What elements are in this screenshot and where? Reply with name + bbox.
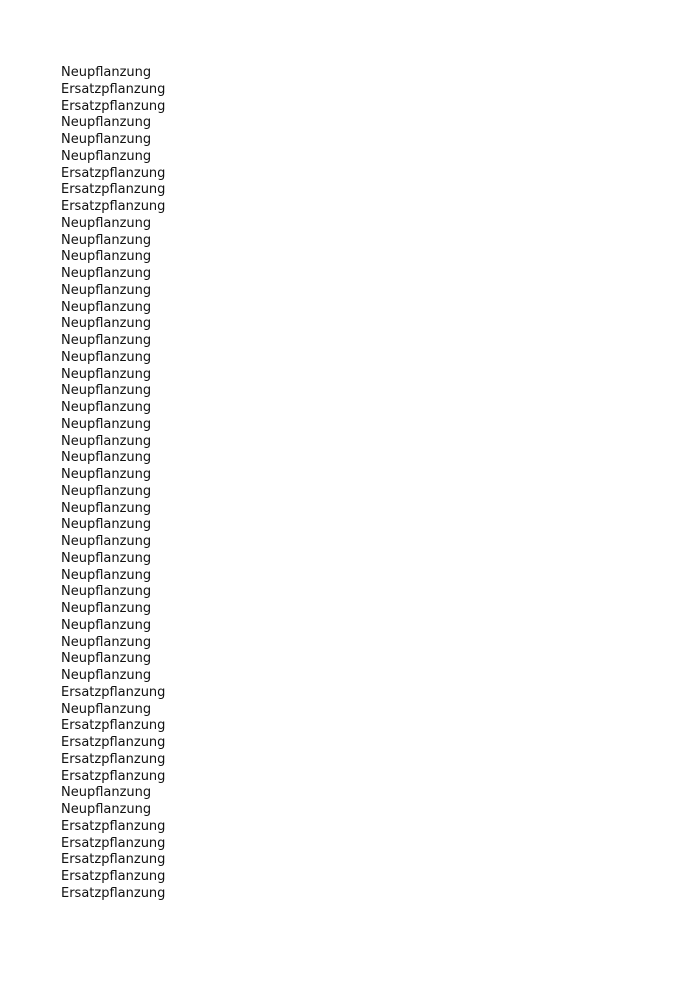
list-item: Neupflanzung	[61, 433, 152, 449]
list-item: Neupflanzung	[61, 249, 152, 265]
list-item: Neupflanzung	[61, 617, 152, 633]
list-item: Neupflanzung	[61, 349, 152, 365]
list-item: Ersatzpflanzung	[61, 199, 166, 214]
list-item: Neupflanzung	[61, 668, 152, 683]
list-item: Ersatzpflanzung	[61, 684, 166, 700]
list-item: Neupflanzung	[61, 333, 152, 348]
list-item: Ersatzpflanzung	[61, 735, 166, 750]
planting-type-list	[61, 65, 165, 903]
list-item: Ersatzpflanzung	[61, 182, 166, 198]
list-item: Neupflanzung	[61, 584, 152, 600]
list-item: Neupflanzung	[61, 651, 152, 667]
list-item: Ersatzpflanzung	[61, 718, 166, 734]
list-item: Neupflanzung	[61, 266, 152, 281]
list-item: Ersatzpflanzung	[61, 852, 166, 868]
list-item: Ersatzpflanzung	[61, 81, 166, 97]
list-item: Neupflanzung	[61, 299, 152, 315]
list-item: Ersatzpflanzung	[61, 751, 166, 767]
list-item: Neupflanzung	[61, 550, 152, 566]
list-item: Ersatzpflanzung	[61, 835, 166, 851]
list-item: Neupflanzung	[61, 215, 152, 231]
list-item: Neupflanzung	[61, 634, 152, 650]
list-item: Neupflanzung	[61, 400, 152, 415]
list-item: Neupflanzung	[61, 148, 152, 164]
list-item: Neupflanzung	[61, 601, 152, 616]
list-item: Neupflanzung	[61, 483, 152, 499]
list-item: Neupflanzung	[61, 132, 152, 147]
list-item: Neupflanzung	[61, 282, 152, 298]
list-item: Neupflanzung	[61, 517, 152, 533]
list-item: Ersatzpflanzung	[61, 768, 166, 784]
list-item: Neupflanzung	[61, 383, 152, 399]
list-item: Neupflanzung	[61, 567, 152, 583]
list-item: Neupflanzung	[61, 785, 152, 801]
list-item: Ersatzpflanzung	[61, 818, 166, 834]
list-item: Neupflanzung	[61, 500, 152, 516]
list-item: Neupflanzung	[61, 416, 152, 432]
list-item: Neupflanzung	[61, 366, 152, 382]
list-item: Ersatzpflanzung	[61, 885, 166, 901]
list-item: Neupflanzung	[61, 65, 152, 80]
list-item: Ersatzpflanzung	[61, 869, 166, 884]
list-item: Neupflanzung	[61, 467, 152, 482]
list-item: Ersatzpflanzung	[61, 98, 166, 114]
list-item: Ersatzpflanzung	[61, 165, 166, 181]
list-item: Neupflanzung	[61, 701, 152, 717]
list-item: Neupflanzung	[61, 534, 152, 549]
list-item: Neupflanzung	[61, 316, 152, 332]
list-item: Neupflanzung	[61, 232, 152, 248]
list-item: Neupflanzung	[61, 115, 152, 131]
list-item: Neupflanzung	[61, 450, 152, 466]
list-item: Neupflanzung	[61, 802, 152, 817]
